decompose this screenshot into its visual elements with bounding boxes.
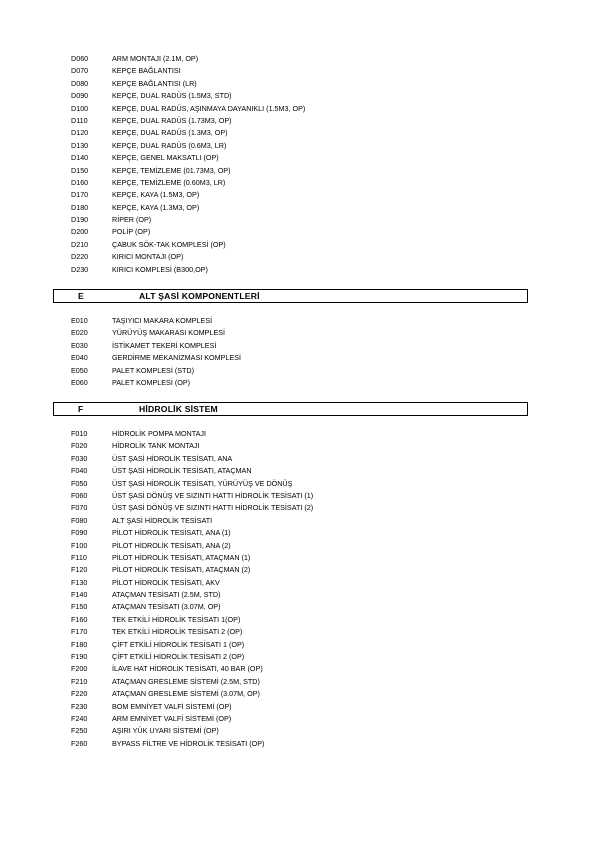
part-code: F050 (71, 478, 88, 488)
part-code: F150 (71, 602, 88, 612)
part-description: GERDİRME MEKANİZMASI KOMPLESİ (112, 353, 241, 363)
list-item (71, 502, 541, 514)
part-code: D160 (71, 177, 89, 187)
part-description: ÜST ŞASİ HİDROLİK TESİSATI, YÜRÜYÜŞ VE DÖNÜŞ (112, 478, 293, 488)
part-description: RİPER (OP) (112, 215, 152, 225)
part-description: BOM EMNİYET VALFİ SİSTEMİ (OP) (112, 701, 232, 711)
list-item (71, 90, 541, 102)
list-item (71, 738, 541, 750)
list-item (71, 115, 541, 127)
list-item (71, 251, 541, 263)
part-code: D220 (71, 252, 89, 262)
part-code: F070 (71, 503, 88, 513)
part-description: PİLOT HİDROLİK TESİSATI, ANA (1) (112, 528, 231, 538)
part-description: PİLOT HİDROLİK TESİSATI, ANA (2) (112, 540, 231, 550)
part-description: ATAÇMAN TESİSATI (2.5M, STD) (112, 590, 221, 600)
part-description: BYPASS FİLTRE VE HİDROLİK TESİSATI (OP) (112, 738, 265, 748)
part-description: KEPÇE, KAYA (1.3M3, OP) (112, 202, 200, 212)
list-item (71, 639, 541, 651)
part-description: KEPÇE, DUAL RADÜS (1.5M3, STD) (112, 91, 232, 101)
part-code: D150 (71, 165, 89, 175)
part-code: F110 (71, 552, 87, 562)
list-item (71, 264, 541, 276)
list-item (71, 440, 541, 452)
part-description: İSTİKAMET TEKERİ KOMPLESİ (112, 340, 217, 350)
list-item (71, 428, 541, 440)
part-description: TEK ETKİLİ HİDROLİK TESİSATI 1(OP) (112, 614, 241, 624)
part-code: F100 (71, 540, 88, 550)
part-description: POLİP (OP) (112, 227, 151, 237)
part-code: F260 (71, 738, 88, 748)
part-description: HİDROLİK POMPA MONTAJI (112, 429, 206, 438)
list-item (71, 701, 541, 713)
part-code: E040 (71, 353, 88, 363)
section-header-f (53, 402, 528, 416)
list-item (71, 465, 541, 477)
list-item (71, 577, 541, 589)
list-item (71, 315, 541, 327)
list-item (71, 713, 541, 725)
part-description: ÇİFT ETKİLİ HİDROLİK TESİSATI 1 (OP) (112, 639, 245, 649)
part-code: E050 (71, 365, 88, 375)
part-code: F080 (71, 515, 88, 525)
part-code: D060 (71, 54, 89, 63)
part-code: F030 (71, 453, 88, 463)
list-item (71, 527, 541, 539)
part-code: F210 (71, 676, 88, 686)
part-description: KEPÇE, DUAL RADÜS (1.3M3, OP) (112, 128, 228, 138)
part-description: ÜST ŞASİ DÖNÜŞ VE SIZINTI HATTI HİDROLİK TESİSATI (1) (112, 490, 314, 500)
part-code: D170 (71, 190, 89, 200)
list-item (71, 340, 541, 352)
part-code: F120 (71, 565, 88, 575)
list-item (71, 601, 541, 613)
part-description: ÜST ŞASİ HİDROLİK TESİSATI, ATAÇMAN (112, 466, 252, 476)
part-code: D110 (71, 115, 88, 125)
part-description: PALET KOMPLESİ (OP) (112, 377, 191, 387)
part-description: ARM EMNİYET VALFİ SİSTEMİ (OP) (112, 713, 232, 723)
part-code: F020 (71, 441, 88, 451)
list-item (71, 127, 541, 139)
list-item (71, 490, 541, 502)
part-code: D090 (71, 91, 89, 101)
part-code: D100 (71, 103, 89, 113)
list-item (71, 177, 541, 189)
list-item (71, 589, 541, 601)
part-description: PİLOT HİDROLİK TESİSATI, ATAÇMAN (2) (112, 565, 251, 575)
part-code: F170 (71, 627, 88, 637)
part-description: ATAÇMAN TESİSATI (3.07M, OP) (112, 602, 221, 612)
part-code: E030 (71, 340, 88, 350)
part-code: D210 (71, 239, 89, 249)
part-description: ATAÇMAN GRESLEME SİSTEMİ (2.5M, STD) (112, 676, 260, 686)
part-description: ÜST ŞASİ HİDROLİK TESİSATI, ANA (112, 453, 233, 463)
list-item (71, 152, 541, 164)
list-item (71, 103, 541, 115)
part-code: D200 (71, 227, 89, 237)
list-item (71, 552, 541, 564)
list-item (71, 688, 541, 700)
part-code: E060 (71, 377, 88, 387)
list-item (71, 725, 541, 737)
part-code: F040 (71, 466, 88, 476)
list-item (71, 626, 541, 638)
part-description: KEPÇE BAĞLANTISI (112, 66, 181, 76)
list-item (71, 676, 541, 688)
part-description: PİLOT HİDROLİK TESİSATI, AKV (112, 577, 220, 587)
part-description: KEPÇE, TEMİZLEME (0.60M3, LR) (112, 177, 226, 187)
part-code: F220 (71, 689, 88, 699)
part-description: KEPÇE, KAYA (1.5M3, OP) (112, 190, 200, 200)
part-code: F060 (71, 490, 88, 500)
list-item (71, 189, 541, 201)
part-description: KEPÇE, TEMİZLEME (01.73M3, OP) (112, 165, 231, 175)
list-item (71, 239, 541, 251)
part-description: ALT ŞASİ HİDROLİK TESİSATI (112, 515, 213, 525)
section-letter: E (78, 291, 84, 301)
parts-list-d (71, 53, 541, 276)
part-description: ARM MONTAJI (2.1M, OP) (112, 54, 199, 63)
list-item (71, 226, 541, 238)
list-item (71, 53, 541, 65)
part-description: HİDROLİK TANK MONTAJI (112, 441, 200, 451)
part-code: F240 (71, 713, 88, 723)
part-description: ÜST ŞASİ DÖNÜŞ VE SIZINTI HATTI HİDROLİK TESİSATI (2) (112, 503, 314, 513)
part-description: KIRICI MONTAJI (OP) (112, 252, 184, 262)
part-description: ATAÇMAN GRESLEME SİSTEMİ (3.07M, OP) (112, 689, 260, 699)
part-description: KEPÇE, DUAL RADÜS, AŞINMAYA DAYANIKLI (1.5M3, OP) (112, 103, 306, 113)
parts-list-e (71, 315, 541, 389)
part-code: E020 (71, 328, 88, 338)
part-description: KIRICI KOMPLESİ (B300,OP) (112, 264, 208, 274)
list-item (71, 327, 541, 339)
part-description: YÜRÜYÜŞ MAKARASI KOMPLESİ (112, 328, 226, 338)
part-code: F180 (71, 639, 88, 649)
section-letter: F (78, 404, 84, 414)
part-code: D140 (71, 153, 89, 163)
part-code: D230 (71, 264, 89, 274)
list-item (71, 365, 541, 377)
list-item (71, 214, 541, 226)
list-item (71, 78, 541, 90)
list-item (71, 165, 541, 177)
list-item (71, 663, 541, 675)
part-description: KEPÇE, DUAL RADÜS (1.73M3, OP) (112, 115, 232, 125)
part-code: F090 (71, 528, 88, 538)
list-item (71, 377, 541, 389)
list-item (71, 515, 541, 527)
section-header-e (53, 289, 528, 303)
part-description: İLAVE HAT HİDROLİK TESİSATI, 40 BAR (OP) (112, 664, 263, 674)
list-item (71, 651, 541, 663)
part-code: F010 (71, 429, 88, 438)
list-item (71, 478, 541, 490)
part-code: F250 (71, 726, 88, 736)
part-description: AŞIRI YÜK UYARI SİSTEMİ (OP) (112, 726, 219, 736)
part-code: F230 (71, 701, 88, 711)
part-description: PİLOT HİDROLİK TESİSATI, ATAÇMAN (1) (112, 552, 251, 562)
part-code: F140 (71, 590, 88, 600)
part-description: KEPÇE, DUAL RADÜS (0.6M3, LR) (112, 140, 227, 150)
part-code: D070 (71, 66, 89, 76)
section-title: ALT ŞASİ KOMPONENTLERİ (139, 291, 260, 301)
list-item (71, 453, 541, 465)
part-code: D120 (71, 128, 89, 138)
part-code: F130 (71, 577, 88, 587)
list-item (71, 352, 541, 364)
list-item (71, 614, 541, 626)
list-item (71, 65, 541, 77)
part-code: D130 (71, 140, 89, 150)
part-code: F200 (71, 664, 88, 674)
part-description: TAŞIYICI MAKARA KOMPLESİ (112, 316, 213, 325)
list-item (71, 202, 541, 214)
list-item (71, 564, 541, 576)
section-title: HİDROLİK SİSTEM (139, 404, 218, 414)
part-code: D080 (71, 78, 89, 88)
part-description: KEPÇE BAĞLANTISI (LR) (112, 78, 197, 88)
part-code: F160 (71, 614, 88, 624)
part-description: PALET KOMPLESİ (STD) (112, 365, 195, 375)
part-description: ÇİFT ETKİLİ HİDROLİK TESİSATI 2 (OP) (112, 652, 245, 662)
part-code: F190 (71, 652, 88, 662)
part-code: E010 (71, 316, 88, 325)
list-item (71, 140, 541, 152)
part-code: D180 (71, 202, 89, 212)
part-code: D190 (71, 215, 89, 225)
parts-list-f (71, 428, 541, 750)
part-description: TEK ETKİLİ HİDROLİK TESİSATI 2 (OP) (112, 627, 243, 637)
list-item (71, 540, 541, 552)
part-description: ÇABUK SÖK-TAK KOMPLESİ (OP) (112, 239, 226, 249)
part-description: KEPÇE, GENEL MAKSATLI (OP) (112, 153, 219, 163)
